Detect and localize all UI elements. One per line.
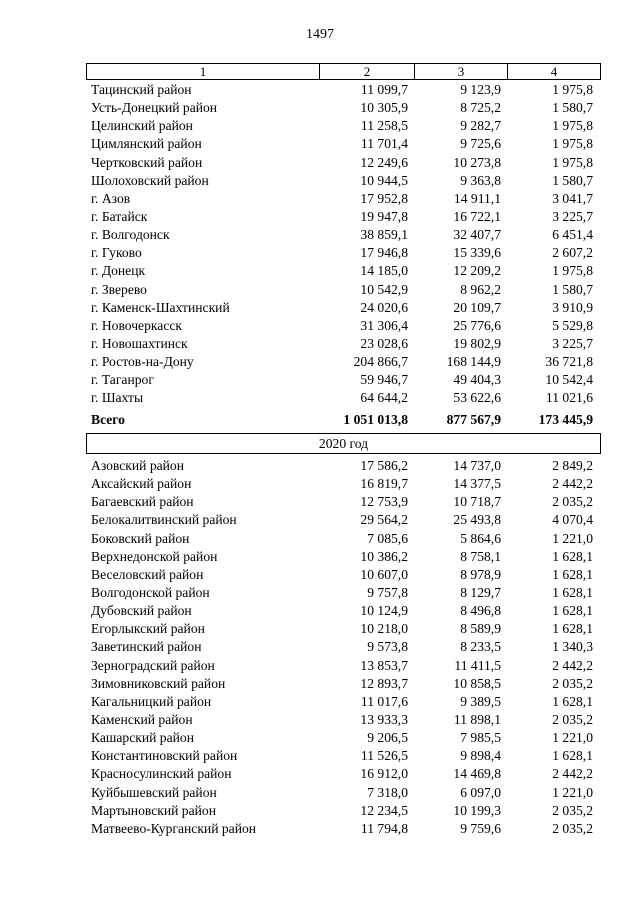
row-name: г. Батайск — [91, 208, 148, 224]
row-col-3: 9 725,6 — [460, 136, 501, 152]
row-col-3: 12 209,2 — [453, 263, 501, 279]
row-col-3: 8 758,1 — [460, 548, 501, 564]
row-name: Зимовниковский район — [91, 675, 226, 691]
row-col-4: 1 221,0 — [552, 730, 593, 746]
row-col-3: 14 377,5 — [453, 476, 501, 492]
row-col-2: 17 946,8 — [360, 245, 408, 261]
total-label: Всего — [91, 412, 125, 427]
row-col-4: 2 849,2 — [552, 458, 593, 473]
row-col-2: 10 944,5 — [360, 172, 408, 188]
table-row — [86, 493, 601, 511]
row-name: Азовский район — [91, 458, 185, 473]
row-col-4: 1 975,8 — [552, 118, 593, 134]
row-name: Матвеево-Курганский район — [91, 820, 257, 836]
row-col-2: 7 085,6 — [367, 530, 408, 546]
row-col-2: 11 701,4 — [360, 136, 408, 152]
table-row — [86, 693, 601, 711]
row-col-4: 1 628,1 — [552, 748, 593, 764]
table-row — [86, 353, 601, 371]
year-section-header: 2020 год — [86, 433, 601, 454]
row-name: Верхнедонской район — [91, 548, 218, 564]
row-col-3: 8 496,8 — [460, 603, 501, 619]
row-col-4: 1 580,7 — [552, 100, 593, 116]
row-col-2: 9 573,8 — [367, 639, 408, 655]
row-col-3: 16 722,1 — [453, 208, 501, 224]
row-col-2: 14 185,0 — [360, 263, 408, 279]
row-name: Багаевский район — [91, 494, 194, 510]
table-row — [86, 475, 601, 493]
row-col-4: 3 225,7 — [552, 208, 593, 224]
row-name: Целинский район — [91, 118, 193, 134]
row-col-4: 2 442,2 — [552, 766, 593, 782]
row-name: Красносулинский район — [91, 766, 232, 782]
table-row — [86, 765, 601, 783]
row-name: Веселовский район — [91, 566, 204, 582]
row-col-4: 2 442,2 — [552, 657, 593, 673]
table-row — [86, 317, 601, 335]
row-col-4: 1 628,1 — [552, 548, 593, 564]
total-col-3: 877 567,9 — [446, 412, 501, 427]
table-row — [86, 262, 601, 280]
total-row — [86, 411, 601, 429]
row-col-3: 25 493,8 — [453, 512, 501, 528]
table-row — [86, 820, 601, 838]
table-row — [86, 638, 601, 656]
table-row — [86, 190, 601, 208]
row-name: Боковский район — [91, 530, 190, 546]
row-col-2: 10 386,2 — [360, 548, 408, 564]
row-col-2: 10 542,9 — [360, 281, 408, 297]
row-name: г. Гуково — [91, 245, 142, 261]
row-col-2: 38 859,1 — [360, 227, 408, 243]
row-col-2: 204 866,7 — [353, 354, 408, 370]
row-col-3: 9 282,7 — [460, 118, 501, 134]
row-col-4: 2 035,2 — [552, 820, 593, 836]
row-col-3: 168 144,9 — [446, 354, 501, 370]
row-col-2: 19 947,8 — [360, 208, 408, 224]
row-col-4: 1 340,3 — [552, 639, 593, 655]
row-name: Белокалитвинский район — [91, 512, 237, 528]
row-col-2: 13 853,7 — [360, 657, 408, 673]
page-number: 1497 — [306, 27, 334, 42]
row-col-2: 11 526,5 — [360, 748, 408, 764]
row-col-2: 11 017,6 — [360, 693, 408, 709]
table-row — [86, 389, 601, 407]
row-col-4: 36 721,8 — [545, 354, 593, 370]
row-col-4: 1 628,1 — [552, 584, 593, 600]
row-col-4: 3 041,7 — [552, 190, 593, 206]
row-col-3: 6 097,0 — [460, 784, 501, 800]
row-col-2: 16 912,0 — [360, 766, 408, 782]
table-row — [86, 784, 601, 802]
row-col-2: 11 099,7 — [360, 82, 408, 97]
row-name: Заветинский район — [91, 639, 202, 655]
table-row — [86, 154, 601, 172]
row-col-3: 10 718,7 — [453, 494, 501, 510]
table-body-2020 — [86, 457, 601, 838]
row-col-4: 1 975,8 — [552, 136, 593, 152]
row-col-4: 10 542,4 — [545, 372, 593, 388]
header-col-1: 1 — [87, 64, 320, 79]
row-col-4: 3 225,7 — [552, 335, 593, 351]
row-col-2: 12 753,9 — [360, 494, 408, 510]
table-row — [86, 135, 601, 153]
row-name: Куйбышевский район — [91, 784, 217, 800]
row-col-2: 31 306,4 — [360, 317, 408, 333]
row-name: Шолоховский район — [91, 172, 209, 188]
table-row — [86, 620, 601, 638]
table-row — [86, 548, 601, 566]
row-col-3: 10 858,5 — [453, 675, 501, 691]
row-col-2: 12 249,6 — [360, 154, 408, 170]
row-col-4: 11 021,6 — [545, 390, 593, 406]
row-name: г. Таганрог — [91, 372, 154, 388]
row-col-4: 1 628,1 — [552, 693, 593, 709]
table-row — [86, 99, 601, 117]
row-col-4: 2 035,2 — [552, 802, 593, 818]
table-header — [86, 63, 601, 80]
row-name: г. Новочеркасск — [91, 317, 182, 333]
row-col-3: 14 737,0 — [453, 458, 501, 473]
row-name: Тацинский район — [91, 82, 192, 97]
row-col-2: 10 218,0 — [360, 621, 408, 637]
row-name: Кагальницкий район — [91, 693, 212, 709]
row-col-2: 10 607,0 — [360, 566, 408, 582]
row-col-2: 24 020,6 — [360, 299, 408, 315]
row-col-3: 8 962,2 — [460, 281, 501, 297]
row-col-2: 17 952,8 — [360, 190, 408, 206]
row-name: Кашарский район — [91, 730, 194, 746]
row-col-2: 23 028,6 — [360, 335, 408, 351]
row-col-2: 7 318,0 — [367, 784, 408, 800]
row-col-3: 9 759,6 — [460, 820, 501, 836]
row-col-3: 8 589,9 — [460, 621, 501, 637]
row-name: Егорлыкский район — [91, 621, 205, 637]
row-col-3: 53 622,6 — [453, 390, 501, 406]
row-name: г. Волгодонск — [91, 227, 170, 243]
row-col-2: 10 124,9 — [360, 603, 408, 619]
row-col-2: 12 234,5 — [360, 802, 408, 818]
row-col-4: 3 910,9 — [552, 299, 593, 315]
row-col-2: 9 206,5 — [367, 730, 408, 746]
table-row — [86, 81, 601, 99]
row-col-3: 11 411,5 — [454, 657, 501, 673]
row-name: г. Донецк — [91, 263, 146, 279]
row-col-4: 1 221,0 — [552, 530, 593, 546]
row-col-4: 1 975,8 — [552, 154, 593, 170]
row-name: Волгодонской район — [91, 584, 210, 600]
total-col-4: 173 445,9 — [538, 412, 593, 427]
row-col-2: 9 757,8 — [367, 584, 408, 600]
row-name: Дубовский район — [91, 603, 192, 619]
row-col-3: 14 469,8 — [453, 766, 501, 782]
table-row — [86, 226, 601, 244]
row-name: Зерноградский район — [91, 657, 215, 673]
header-col-4: 4 — [550, 64, 558, 79]
row-name: Усть-Донецкий район — [91, 100, 218, 116]
table-row — [86, 208, 601, 226]
row-col-4: 2 035,2 — [552, 494, 593, 510]
table-row — [86, 747, 601, 765]
table-row — [86, 299, 601, 317]
row-name: г. Азов — [91, 190, 131, 206]
row-name: Аксайский район — [91, 476, 192, 492]
row-col-3: 9 898,4 — [460, 748, 501, 764]
row-col-3: 14 911,1 — [453, 190, 501, 206]
row-name: Чертковский район — [91, 154, 203, 170]
row-col-3: 11 898,1 — [453, 711, 501, 727]
table-row — [86, 802, 601, 820]
row-col-4: 2 607,2 — [552, 245, 593, 261]
table-row — [86, 281, 601, 299]
row-col-3: 8 725,2 — [460, 100, 501, 116]
table-row — [86, 675, 601, 693]
row-name: г. Новошахтинск — [91, 335, 188, 351]
row-col-2: 64 644,2 — [360, 390, 408, 406]
row-col-3: 9 123,9 — [460, 82, 501, 97]
row-col-3: 19 802,9 — [453, 335, 501, 351]
row-col-3: 7 985,5 — [460, 730, 501, 746]
table-row — [86, 530, 601, 548]
row-col-4: 1 628,1 — [552, 621, 593, 637]
row-name: Цимлянский район — [91, 136, 202, 152]
row-col-4: 4 070,4 — [552, 512, 593, 528]
row-col-2: 29 564,2 — [360, 512, 408, 528]
row-col-3: 49 404,3 — [453, 372, 501, 388]
row-col-2: 11 258,5 — [360, 118, 408, 134]
row-col-4: 2 442,2 — [552, 476, 593, 492]
row-col-4: 5 529,8 — [552, 317, 593, 333]
table-row — [86, 117, 601, 135]
row-col-4: 2 035,2 — [552, 711, 593, 727]
row-col-3: 25 776,6 — [453, 317, 501, 333]
row-col-3: 10 199,3 — [453, 802, 501, 818]
row-name: Каменский район — [91, 711, 193, 727]
table-row — [86, 511, 601, 529]
header-col-2: 2 — [320, 64, 415, 79]
row-col-2: 10 305,9 — [360, 100, 408, 116]
row-name: г. Зверево — [91, 281, 147, 297]
row-col-2: 59 946,7 — [360, 372, 408, 388]
row-col-3: 8 129,7 — [460, 584, 501, 600]
table-row — [86, 657, 601, 675]
row-col-4: 2 035,2 — [552, 675, 593, 691]
row-name: г. Каменск-Шахтинский — [91, 299, 230, 315]
row-col-2: 12 893,7 — [360, 675, 408, 691]
table-row — [86, 729, 601, 747]
table-row — [86, 584, 601, 602]
row-col-4: 1 628,1 — [552, 566, 593, 582]
row-col-3: 20 109,7 — [453, 299, 501, 315]
row-col-4: 1 975,8 — [552, 82, 593, 97]
table-row — [86, 566, 601, 584]
row-col-2: 17 586,2 — [360, 458, 408, 473]
row-col-2: 13 933,3 — [360, 711, 408, 727]
row-col-4: 1 580,7 — [552, 172, 593, 188]
row-col-4: 1 221,0 — [552, 784, 593, 800]
table-row — [86, 172, 601, 190]
row-name: Константиновский район — [91, 748, 238, 764]
row-col-3: 15 339,6 — [453, 245, 501, 261]
row-col-2: 11 794,8 — [360, 820, 408, 836]
table-row — [86, 457, 601, 475]
row-col-2: 16 819,7 — [360, 476, 408, 492]
row-name: г. Шахты — [91, 390, 144, 406]
row-col-4: 1 628,1 — [552, 603, 593, 619]
row-col-4: 1 580,7 — [552, 281, 593, 297]
row-col-3: 9 389,5 — [460, 693, 501, 709]
row-col-3: 8 978,9 — [460, 566, 501, 582]
row-col-4: 1 975,8 — [552, 263, 593, 279]
row-name: г. Ростов-на-Дону — [91, 354, 194, 370]
table-row — [86, 602, 601, 620]
row-col-3: 32 407,7 — [453, 227, 501, 243]
table-row — [86, 335, 601, 353]
table-body-2019 — [86, 81, 601, 408]
row-col-3: 8 233,5 — [460, 639, 501, 655]
total-col-2: 1 051 013,8 — [343, 412, 408, 427]
row-col-3: 5 864,6 — [460, 530, 501, 546]
header-col-3: 3 — [415, 64, 508, 79]
row-col-3: 9 363,8 — [460, 172, 501, 188]
row-name: Мартыновский район — [91, 802, 216, 818]
table-row — [86, 711, 601, 729]
table-row — [86, 371, 601, 389]
row-col-3: 10 273,8 — [453, 154, 501, 170]
table-row — [86, 244, 601, 262]
row-col-4: 6 451,4 — [552, 227, 593, 243]
